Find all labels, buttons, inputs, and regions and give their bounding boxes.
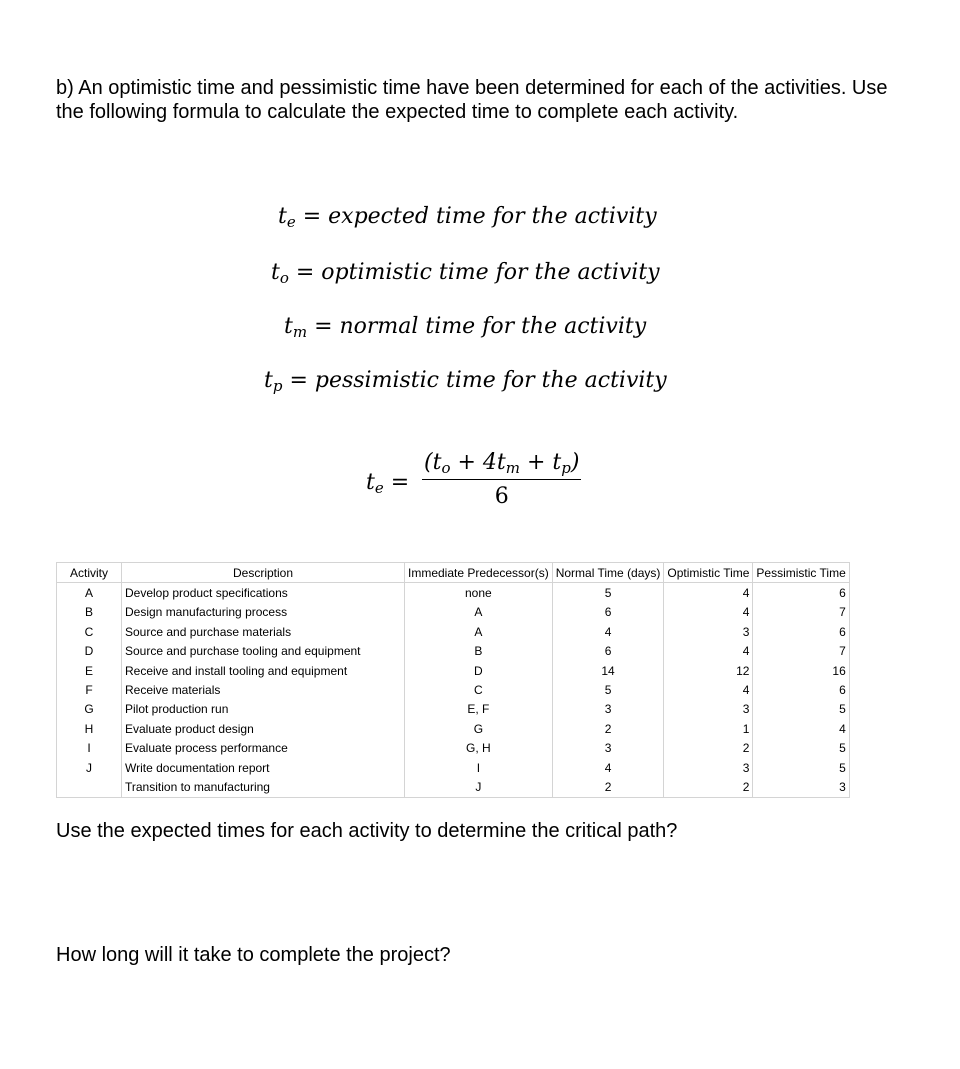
- definition-te: $t_e$ = expected time for the activity: [278, 204, 657, 231]
- cell-description: Source and purchase materials: [122, 622, 405, 641]
- table-row: [57, 603, 850, 622]
- cell-pessimistic-time: 7: [753, 603, 849, 622]
- activity-table: [56, 562, 850, 798]
- cell-description: Develop product specifications: [122, 583, 405, 603]
- table-body: [57, 583, 850, 797]
- cell-normal-time: 3: [552, 739, 664, 758]
- cell-predecessors: A: [405, 603, 553, 622]
- definition-to: $t_o$ = optimistic time for the activity: [271, 260, 660, 287]
- cell-predecessors: A: [405, 622, 553, 641]
- cell-description: Source and purchase tooling and equipment: [122, 642, 405, 661]
- cell-normal-time: 3: [552, 700, 664, 719]
- cell-activity: H: [57, 719, 122, 738]
- cell-activity: [57, 777, 122, 797]
- cell-description: Design manufacturing process: [122, 603, 405, 622]
- table-header-row: [57, 563, 850, 583]
- formula-lhs: $t_e$ =: [366, 470, 410, 497]
- cell-predecessors: G: [405, 719, 553, 738]
- formula-denominator: 6: [494, 484, 509, 509]
- cell-predecessors: E, F: [405, 700, 553, 719]
- cell-optimistic-time: 3: [664, 700, 753, 719]
- intro-paragraph: b) An optimistic time and pessimistic time have been determined for each of the activities. Use the following formula to calculate the expected time to complete each activity.: [56, 77, 888, 123]
- table-row: [57, 583, 850, 603]
- cell-pessimistic-time: 6: [753, 680, 849, 699]
- cell-pessimistic-time: 3: [753, 777, 849, 797]
- cell-activity: F: [57, 680, 122, 699]
- header-normal-time: Normal Time (days): [552, 563, 664, 583]
- cell-predecessors: D: [405, 661, 553, 680]
- cell-predecessors: C: [405, 680, 553, 699]
- cell-pessimistic-time: 5: [753, 739, 849, 758]
- cell-optimistic-time: 4: [664, 680, 753, 699]
- cell-activity: E: [57, 661, 122, 680]
- definition-tp: $t_p$ = pessimistic time for the activity: [264, 368, 667, 395]
- cell-normal-time: 4: [552, 758, 664, 777]
- cell-activity: A: [57, 583, 122, 603]
- question-project-duration: How long will it take to complete the project?: [56, 944, 451, 966]
- cell-optimistic-time: 4: [664, 603, 753, 622]
- formula-fraction: [422, 450, 581, 509]
- cell-normal-time: 6: [552, 642, 664, 661]
- cell-normal-time: 2: [552, 777, 664, 797]
- table-row: [57, 777, 850, 797]
- cell-activity: J: [57, 758, 122, 777]
- table-row: [57, 719, 850, 738]
- cell-optimistic-time: 3: [664, 622, 753, 641]
- cell-normal-time: 2: [552, 719, 664, 738]
- cell-pessimistic-time: 6: [753, 583, 849, 603]
- header-activity: Activity: [57, 563, 122, 583]
- cell-normal-time: 6: [552, 603, 664, 622]
- cell-pessimistic-time: 4: [753, 719, 849, 738]
- cell-predecessors: none: [405, 583, 553, 603]
- cell-predecessors: I: [405, 758, 553, 777]
- table-row: [57, 622, 850, 641]
- cell-description: Receive and install tooling and equipment: [122, 661, 405, 680]
- cell-activity: C: [57, 622, 122, 641]
- cell-description: Evaluate process performance: [122, 739, 405, 758]
- cell-normal-time: 5: [552, 583, 664, 603]
- cell-description: Pilot production run: [122, 700, 405, 719]
- table-row: [57, 739, 850, 758]
- header-description: Description: [122, 563, 405, 583]
- header-pessimistic-time: Pessimistic Time: [753, 563, 849, 583]
- cell-optimistic-time: 4: [664, 642, 753, 661]
- cell-optimistic-time: 3: [664, 758, 753, 777]
- cell-activity: B: [57, 603, 122, 622]
- cell-normal-time: 5: [552, 680, 664, 699]
- header-optimistic-time: Optimistic Time: [664, 563, 753, 583]
- table-row: [57, 661, 850, 680]
- cell-pessimistic-time: 5: [753, 758, 849, 777]
- cell-pessimistic-time: 7: [753, 642, 849, 661]
- question-critical-path: Use the expected times for each activity to determine the critical path?: [56, 820, 678, 842]
- cell-normal-time: 4: [552, 622, 664, 641]
- cell-pessimistic-time: 5: [753, 700, 849, 719]
- cell-description: Evaluate product design: [122, 719, 405, 738]
- table-row: [57, 758, 850, 777]
- cell-activity: G: [57, 700, 122, 719]
- cell-optimistic-time: 2: [664, 739, 753, 758]
- formula-numerator: $(t_o + 4t_m + t_p)$: [422, 450, 581, 480]
- cell-predecessors: G, H: [405, 739, 553, 758]
- cell-activity: I: [57, 739, 122, 758]
- cell-optimistic-time: 4: [664, 583, 753, 603]
- cell-normal-time: 14: [552, 661, 664, 680]
- table-row: [57, 642, 850, 661]
- cell-optimistic-time: 12: [664, 661, 753, 680]
- header-predecessors: Immediate Predecessor(s): [405, 563, 553, 583]
- cell-description: Write documentation report: [122, 758, 405, 777]
- cell-predecessors: B: [405, 642, 553, 661]
- definition-tm: $t_m$ = normal time for the activity: [284, 314, 647, 341]
- table-row: [57, 700, 850, 719]
- cell-predecessors: J: [405, 777, 553, 797]
- cell-pessimistic-time: 16: [753, 661, 849, 680]
- table-row: [57, 680, 850, 699]
- cell-optimistic-time: 1: [664, 719, 753, 738]
- cell-pessimistic-time: 6: [753, 622, 849, 641]
- cell-description: Transition to manufacturing: [122, 777, 405, 797]
- cell-description: Receive materials: [122, 680, 405, 699]
- cell-optimistic-time: 2: [664, 777, 753, 797]
- cell-activity: D: [57, 642, 122, 661]
